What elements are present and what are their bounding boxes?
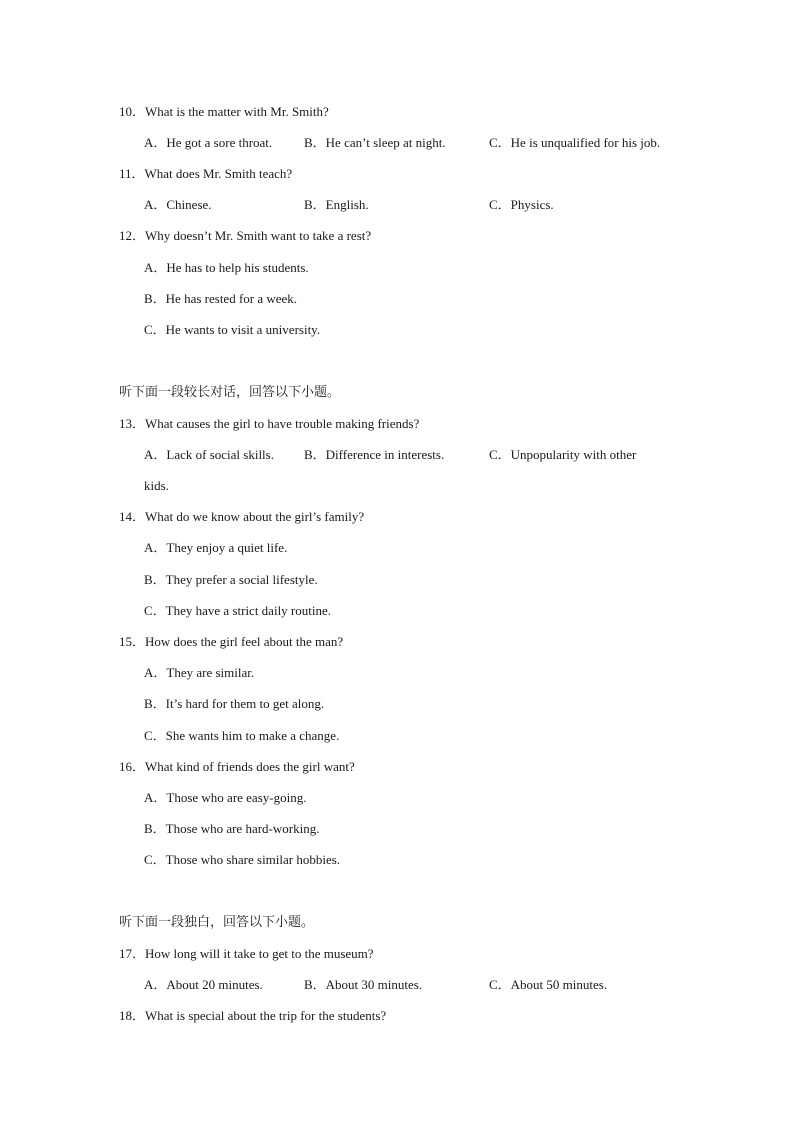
q17-option-c: C．About 50 minutes. <box>489 977 608 992</box>
q13-option-c: C．Unpopularity with other <box>489 447 637 462</box>
question-10: 10．What is the matter with Mr. Smith? <box>119 104 329 119</box>
q11-option-b: B．English. <box>304 197 369 212</box>
q11-option-a: A．Chinese. <box>144 197 212 212</box>
q14-option-a: A．They enjoy a quiet life. <box>144 540 288 555</box>
q13-option-c-continuation: kids. <box>144 478 169 493</box>
q17-option-b: B．About 30 minutes. <box>304 977 423 992</box>
q13-option-a: A．Lack of social skills. <box>144 447 274 462</box>
q16-option-c: C．Those who share similar hobbies. <box>144 852 341 867</box>
question-11: 11．What does Mr. Smith teach? <box>119 166 293 181</box>
section-heading-monologue: 听下面一段独白，回答以下小题。 <box>119 915 315 930</box>
q15-option-a: A．They are similar. <box>144 665 255 680</box>
q16-option-a: A．Those who are easy-going. <box>144 790 307 805</box>
q10-option-c: C．He is unqualified for his job. <box>489 135 661 150</box>
q15-option-b: B．It’s hard for them to get along. <box>144 696 325 711</box>
question-15: 15．How does the girl feel about the man? <box>119 634 344 649</box>
q10-option-a: A．He got a sore throat. <box>144 135 273 150</box>
q12-option-b: B．He has rested for a week. <box>144 291 298 306</box>
q10-option-b: B．He can’t sleep at night. <box>304 135 446 150</box>
q17-option-a: A．About 20 minutes. <box>144 977 263 992</box>
question-12: 12．Why doesn’t Mr. Smith want to take a rest? <box>119 228 372 243</box>
question-16: 16．What kind of friends does the girl want? <box>119 759 355 774</box>
q16-option-b: B．Those who are hard-working. <box>144 821 320 836</box>
q15-option-c: C．She wants him to make a change. <box>144 728 340 743</box>
q12-option-a: A．He has to help his students. <box>144 260 309 275</box>
question-18: 18．What is special about the trip for the students? <box>119 1008 387 1023</box>
section-heading-dialogue: 听下面一段较长对话，回答以下小题。 <box>119 385 341 400</box>
question-13: 13．What causes the girl to have trouble making friends? <box>119 416 420 431</box>
q12-option-c: C．He wants to visit a university. <box>144 322 321 337</box>
q11-option-c: C．Physics. <box>489 197 554 212</box>
q14-option-b: B．They prefer a social lifestyle. <box>144 572 318 587</box>
q13-option-b: B．Difference in interests. <box>304 447 445 462</box>
question-17: 17．How long will it take to get to the museum? <box>119 946 374 961</box>
question-14: 14．What do we know about the girl’s family? <box>119 509 365 524</box>
q14-option-c: C．They have a strict daily routine. <box>144 603 332 618</box>
